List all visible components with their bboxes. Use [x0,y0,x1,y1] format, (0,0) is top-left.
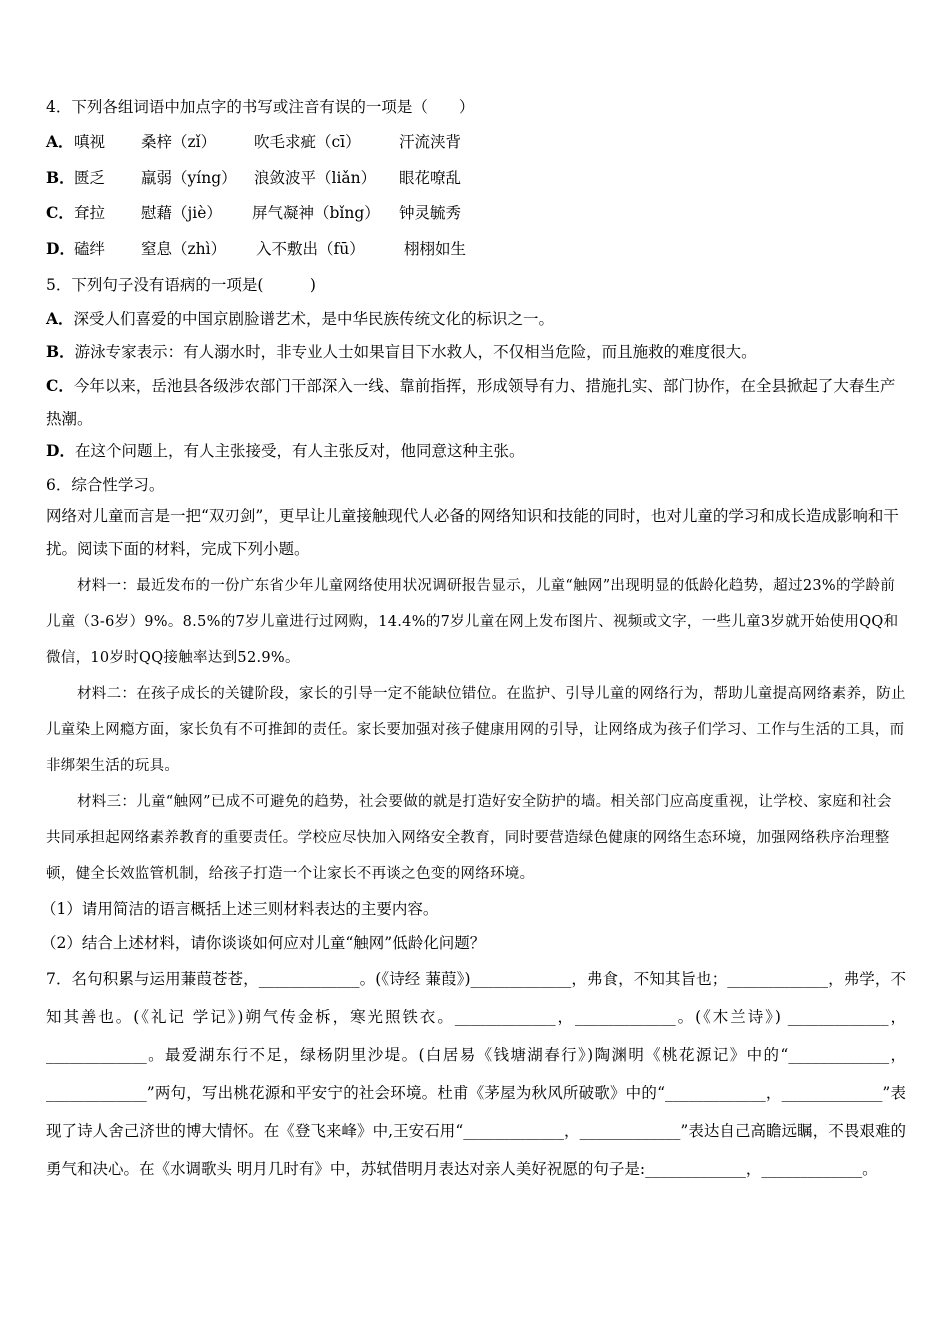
q4-option-b: B． 匮乏 羸弱（yíng） 浪敛波平（liǎn） 眼花嘹乱 [46,167,462,187]
q6-sub-question-1: （1）请用简洁的语言概括上述三则材料表达的主要内容。 [41,899,439,918]
exam-page [41,96,906,1188]
q6-intro: 网络对儿童而言是一把“双刃剑”，更早让儿童接触现代人必备的网络知识和技能的同时，也对儿童的学习和成长造成影响和干扰。阅读下面的材料，完成下列小题。 [46,506,899,558]
q5-option-c: C．今年以来，岳池县各级涉农部门干部深入一线、靠前指挥，形成领导有力、措施扎实、部门协作，在全县掀起了大春生产热潮。 [46,375,896,428]
q7-fill-in-blanks: 7．名句积累与运用蒹葭苍苍，_____________。(《诗经 蒹葭》)_____________，弗食，不知其旨也；_____________，弗学，不知其善也。(《礼记 学记》)朔气传金柝，寒光照铁衣。_____________，_____________。(《木兰诗》) _____________，_____________。最爱湖东行不足，绿杨阴里沙堤。(白居易《钱塘湖春行》)陶渊明《桃花源记》中的“_____________，_____________”两句，写出桃花源和平安宁的社会环境。杜甫《茅屋为秋风所破歌》中的“_____________，_____________”表现了诗人舍己济世的博大情怀。在《登飞来峰》中,王安石用“_____________，_____________”表达自己高瞻远瞩，不畏艰难的勇气和决心。在《水调歌头 明月几时有》中，苏轼借明月表达对亲人美好祝愿的句子是:_____________，_____________。 [46,969,906,1178]
q4-option-a: A． 嗔视 桑梓（zǐ） 吹毛求疵（cī） 汗流浃背 [46,132,462,151]
material-3: 材料三：儿童“触网”已成不可避免的趋势，社会要做的就是打造好安全防护的墙。相关部门应高度重视，让学校、家庭和社会共同承担起网络素养教育的重要责任。学校应尽快加入网络安全教育，同时要营造绿色健康的网络生态环境，加强网络秩序治理整顿，健全长效监管机制，给孩子打造一个让家长不再谈之色变的网络环境。 [46,793,892,882]
q4-option-c: C． 耷拉 慰藉（jiè） 屏气凝神（bǐng） 钟灵毓秀 [46,203,462,222]
q5-option-b: B．游泳专家表示：有人溺水时，非专业人士如果盲目下水救人，不仅相当危险，而且施救的难度很大。 [46,341,757,361]
q4-option-d: D． 磕绊 窒息（zhì） 入不敷出（fū） 栩栩如生 [46,238,467,258]
q4-stem: 4．下列各组词语中加点字的书写或注音有误的一项是（ ） [46,98,475,116]
q5-option-a: A．深受人们喜爱的中国京剧脸谱艺术，是中华民族传统文化的标识之一。 [46,308,555,328]
q6-sub-question-2: （2）结合上述材料，请你谈谈如何应对儿童“触网”低龄化问题？ [41,933,486,952]
material-1: 材料一：最近发布的一份广东省少年儿童网络使用状况调研报告显示，儿童“触网”出现明显的低龄化趋势，超过23%的学龄前儿童（3-6岁）9%。8.5%的7岁儿童进行过网购，14.4%的7岁儿童在网上发布图片、视频或文字，一些儿童3岁就开始使用QQ和微信，10岁时QQ接触率达到52.9%。 [46,577,899,666]
q5-stem: 5．下列句子没有语病的一项是( ) [46,275,316,294]
q5-option-d: D．在这个问题上，有人主张接受，有人主张反对，他同意这种主张。 [46,440,525,460]
material-2: 材料二：在孩子成长的关键阶段，家长的引导一定不能缺位错位。在监护、引导儿童的网络行为，帮助儿童提高网络素养，防止儿童染上网瘾方面，家长负有不可推卸的责任。家长要加强对孩子健康用网的引导，让网络成为孩子们学习、工作与生活的工具，而非绑架生活的玩具。 [46,685,906,774]
q6-stem: 6．综合性学习。 [46,475,165,494]
